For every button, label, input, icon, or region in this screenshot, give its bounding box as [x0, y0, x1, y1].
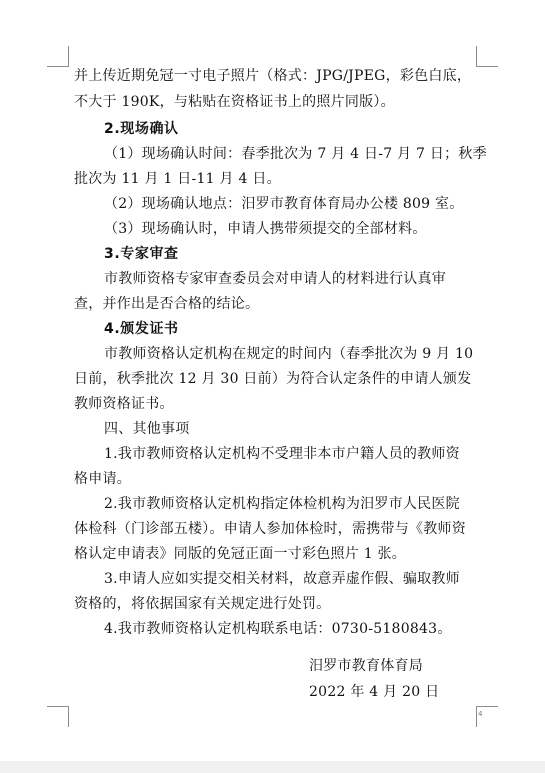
- body-line: [0, 62, 545, 90]
- body-line: [0, 615, 545, 643]
- paragraph-line: （1）现场确认时间：春季批次为 7 月 4 日-7 月 7 日；秋季: [104, 146, 487, 162]
- crop-mark-bottom-left-horizontal: [47, 706, 69, 707]
- body-line: [0, 440, 545, 468]
- crop-mark-bottom-right-vertical: [476, 706, 477, 727]
- bottom-margin: [0, 761, 545, 773]
- paragraph-line: 批次为 11 月 1 日-11 月 4 日。: [74, 171, 281, 187]
- signature-date: 2022 年 4 月 20 日: [309, 684, 440, 700]
- list-item-line: 1.我市教师资格认定机构不受理非本市户籍人员的教师资: [104, 446, 460, 462]
- paragraph-line: 查，并作出是否合格的结论。: [74, 296, 260, 312]
- body-line: [0, 265, 545, 293]
- signature-organization: 汨罗市教育体育局: [309, 658, 423, 674]
- body-line: [0, 165, 545, 193]
- list-item-line: 3.申请人应如实提交相关材料，故意弄虚作假、骗取教师: [104, 571, 460, 587]
- paragraph-line: （2）现场确认地点：汨罗市教育体育局办公楼 809 室。: [104, 196, 464, 212]
- body-line: [0, 540, 545, 568]
- body-line: [0, 290, 545, 318]
- paragraph-line: 市教师资格专家审查委员会对申请人的材料进行认真审: [104, 271, 446, 287]
- body-line: [0, 190, 545, 218]
- body-line: [0, 390, 545, 418]
- body-line: [0, 340, 545, 368]
- body-line: [0, 88, 545, 116]
- section-heading: 4.颁发证书: [104, 321, 179, 337]
- heading-line: [0, 115, 545, 143]
- body-line: [0, 565, 545, 593]
- body-line: [0, 515, 545, 543]
- heading-line: [0, 240, 545, 268]
- list-item-line: 4.我市教师资格认定机构联系电话：0730-5180843。: [104, 621, 452, 637]
- body-line: [0, 365, 545, 393]
- heading-line: [0, 315, 545, 343]
- section-heading: 3.专家审查: [104, 246, 179, 262]
- list-item-line: 2.我市教师资格认定机构指定体检机构为汨罗市人民医院: [104, 496, 460, 512]
- body-line: [0, 490, 545, 518]
- heading-line: [0, 415, 545, 443]
- paragraph-line: 并上传近期免冠一寸电子照片（格式：JPG/JPEG，彩色白底，: [74, 68, 472, 84]
- paragraph-line: 市教师资格认定机构在规定的时间内（春季批次为 9 月 10: [104, 346, 474, 362]
- list-item-line: 体检科（门诊部五楼）。申请人参加体检时，需携带与《教师资: [74, 521, 466, 537]
- section-title: 四、其他事项: [104, 421, 190, 437]
- body-line: [0, 140, 545, 168]
- body-line: [0, 215, 545, 243]
- paragraph-line: 日前，秋季批次 12 月 30 日前）为符合认定条件的申请人颁发: [74, 371, 472, 387]
- paragraph-line: （3）现场确认时，申请人携带须提交的全部材料。: [104, 221, 427, 237]
- list-item-line: 资格的，将依据国家有关规定进行处罚。: [74, 596, 331, 612]
- section-heading: 2.现场确认: [104, 121, 179, 137]
- crop-mark-bottom-right-horizontal: [476, 706, 498, 707]
- paragraph-line: 教师资格证书。: [74, 396, 174, 412]
- page-number: 4: [478, 710, 483, 718]
- crop-mark-bottom-left-vertical: [68, 706, 69, 727]
- body-line: [0, 465, 545, 493]
- list-item-line: 格申请。: [74, 471, 131, 487]
- body-line: [0, 590, 545, 618]
- paragraph-line: 不大于 190K，与粘贴在资格证书上的照片同版）。: [74, 94, 395, 110]
- signature-line: [0, 652, 545, 680]
- signature-line: [0, 678, 545, 706]
- list-item-line: 格认定申请表》同版的免冠正面一寸彩色照片 1 张。: [74, 546, 407, 562]
